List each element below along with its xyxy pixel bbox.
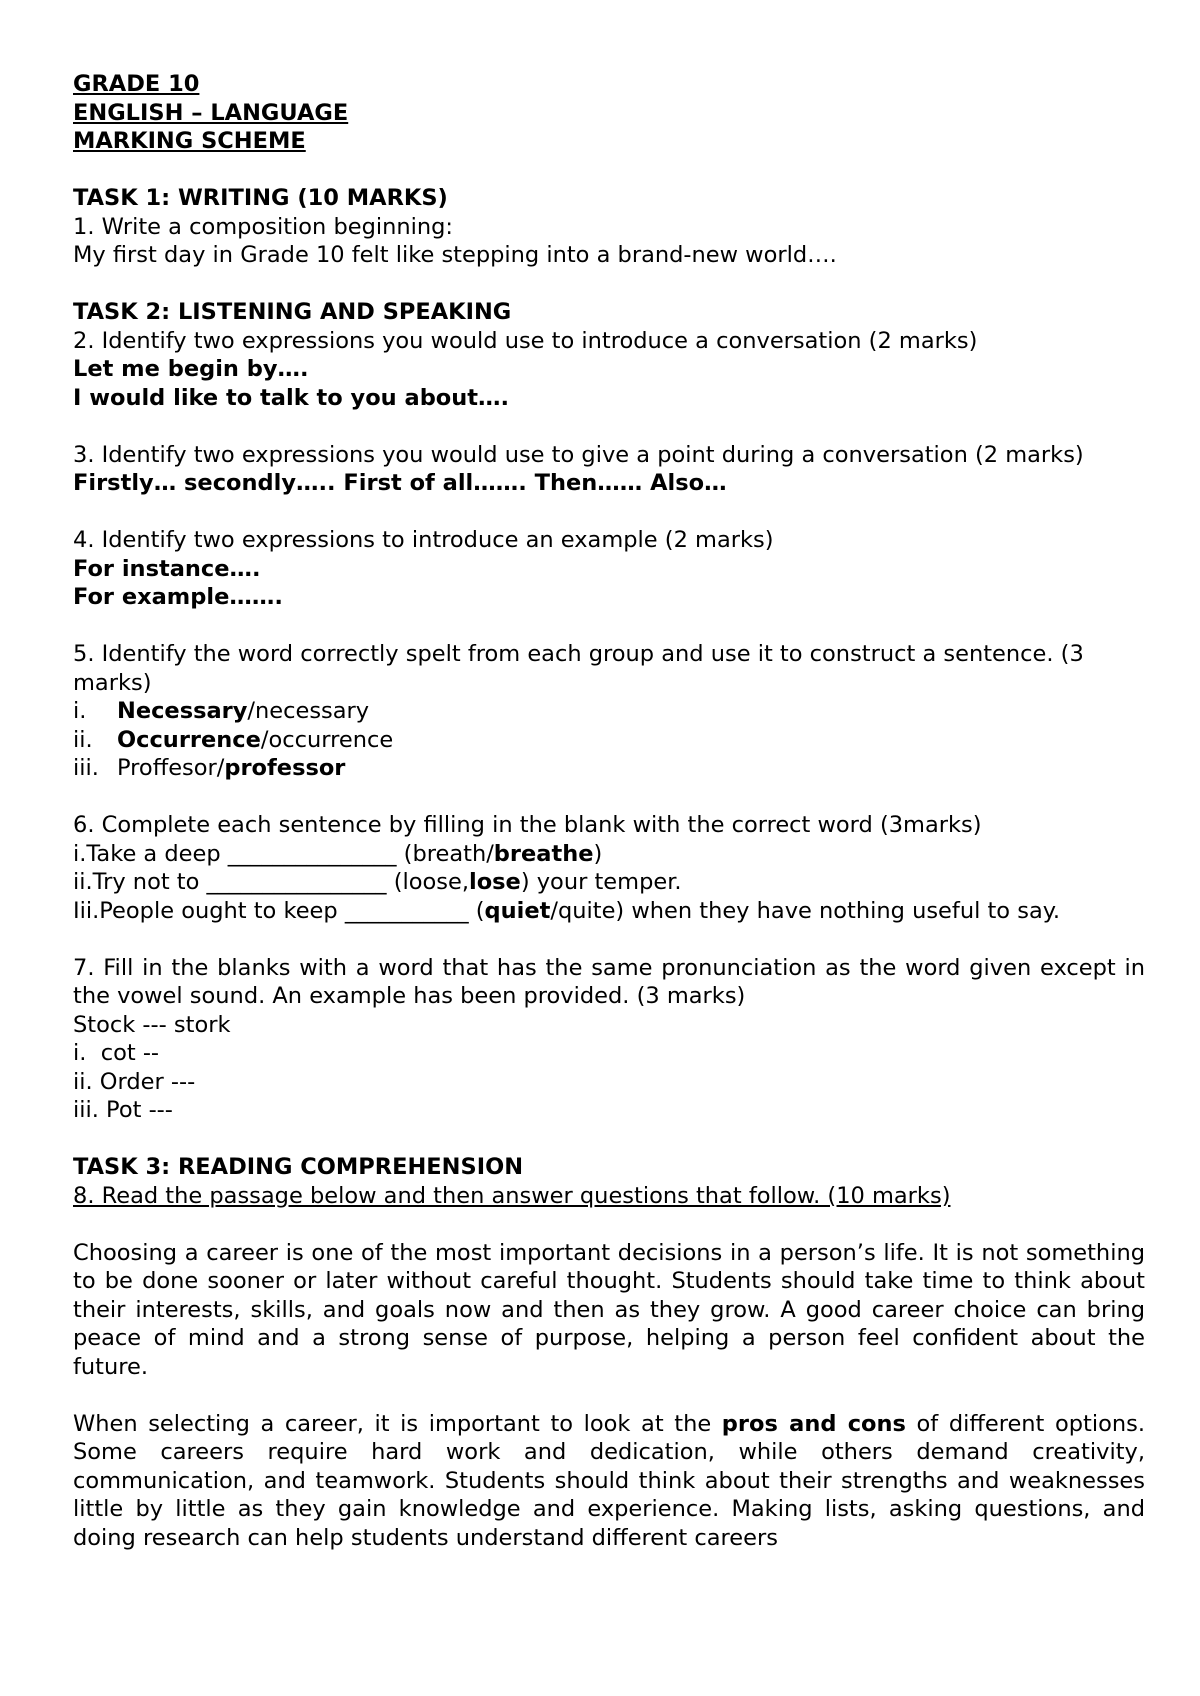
question-4: 4. Identify two expressions to introduce an example (2 marks) — [73, 527, 774, 553]
item-text: /necessary — [247, 698, 370, 724]
paragraph-text: When selecting a career, it is important to look at the — [73, 1410, 722, 1437]
item-number: i. — [73, 698, 87, 724]
list-item — [73, 754, 1145, 783]
example-7: Stock --- stork — [73, 1011, 231, 1038]
task2-heading: TASK 2: LISTENING AND SPEAKING — [73, 299, 512, 325]
sentence-text: Iii.People ought to keep ___________ ( — [73, 897, 485, 924]
answer-2a: Let me begin by…. — [73, 356, 309, 382]
item-number: iii. — [73, 755, 99, 781]
item-7ii: ii. Order --- — [73, 1068, 196, 1095]
passage-paragraph-1: Choosing a career is one of the most important decisions in a person’s life. It is not something to be done sooner or later without careful thought. Students should take time to think about their interests, skills, and goals now and then as they grow. A good career choice can bring peace of mind and a strong sense of purpose, helping a person feel confident about the future. — [73, 1239, 1153, 1380]
question-1: 1. Write a composition beginning: — [73, 213, 453, 240]
item-text: Proffesor/ — [117, 755, 225, 781]
sentence-6iii — [73, 897, 1145, 926]
item-number: ii. — [73, 726, 93, 753]
question-2: 2. Identify two expressions you would use to introduce a conversation (2 marks) — [73, 327, 978, 354]
sentence-text: i.Take a deep _______________ (breath/ — [73, 840, 494, 867]
grade-heading: GRADE 10 — [73, 71, 200, 97]
sentence-text: ii.Try not to ________________ (loose, — [73, 869, 469, 895]
correct-word: quiet — [484, 897, 551, 924]
composition-prompt: My first day in Grade 10 felt like stepping into a brand-new world…. — [73, 242, 837, 268]
correct-word: lose — [468, 869, 521, 895]
correct-word: Necessary — [117, 698, 248, 724]
question-8: 8. Read the passage below and then answer questions that follow. (10 marks) — [73, 1182, 951, 1209]
question-7: 7. Fill in the blanks with a word that has the same pronunciation as the word given except in the vowel sound. An example has been provided. (3 marks) — [73, 954, 1153, 1009]
question-6: 6. Complete each sentence by filling in the blank with the correct word (3marks) — [73, 812, 982, 838]
item-7iii: iii. Pot --- — [73, 1097, 173, 1123]
emphasis-text: pros and cons — [721, 1410, 906, 1437]
sentence-text: /quite) when they have nothing useful to say. — [550, 897, 1060, 924]
answer-4b: For example……. — [73, 584, 283, 610]
sentence-text: ) your temper. — [520, 869, 682, 895]
sentence-6i — [73, 840, 1145, 869]
paragraph-text: of different options. Some careers require hard work and dedication, while others demand creativity, communication, and teamwork. Students should think about their strengths and weaknesses little by little as they gain knowledge and experience. Making lists, asking questions, and doing research can help students understand different careers — [73, 1410, 1153, 1551]
task1-heading: TASK 1: WRITING (10 MARKS) — [73, 185, 448, 211]
correct-word: Occurrence — [117, 726, 261, 753]
marking-scheme-heading: MARKING SCHEME — [73, 128, 306, 154]
answer-3: Firstly… secondly….. First of all……. Then…… Also… — [73, 470, 727, 496]
item-7i: i. cot -- — [73, 1040, 160, 1066]
correct-word: professor — [224, 755, 346, 781]
answer-4a: For instance…. — [73, 555, 261, 582]
list-item — [73, 726, 1145, 755]
sentence-6ii — [73, 868, 1145, 897]
item-text: /occurrence — [260, 726, 394, 753]
task3-heading: TASK 3: READING COMPREHENSION — [73, 1154, 524, 1180]
subject-heading: ENGLISH – LANGUAGE — [73, 99, 349, 126]
passage-paragraph-2 — [73, 1410, 1153, 1553]
document-page — [73, 70, 1153, 1552]
sentence-text: ) — [593, 840, 603, 867]
list-item — [73, 697, 1145, 726]
question-3: 3. Identify two expressions you would use to give a point during a conversation (2 marks) — [73, 441, 1084, 468]
correct-word: breathe — [493, 840, 594, 867]
answer-2b: I would like to talk to you about…. — [73, 384, 510, 411]
question-5: 5. Identify the word correctly spelt from each group and use it to construct a sentence. (3 marks) — [73, 641, 1091, 696]
